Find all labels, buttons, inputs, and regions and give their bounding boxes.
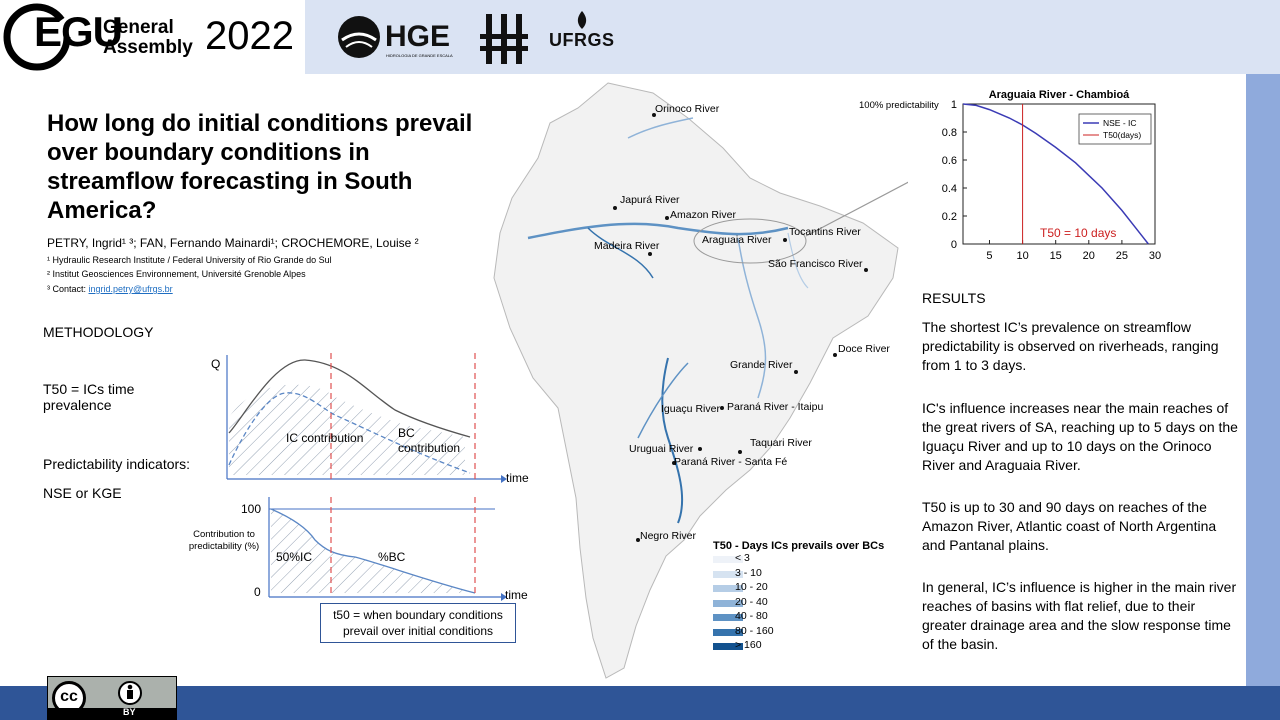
map-label-amazon: Amazon River: [670, 209, 736, 221]
authors: PETRY, Ingrid¹ ³; FAN, Fernando Mainardi¹; CROCHEMORE, Louise ²: [47, 236, 419, 250]
ufrgs-text: UFRGS: [549, 30, 615, 50]
legend-nse-label: NSE - IC: [1103, 118, 1137, 128]
legend-item: [713, 639, 913, 654]
map-label-sao-francisco: São Francisco River: [768, 258, 863, 270]
legend-item: [713, 625, 913, 640]
map-label-uruguai: Uruguai River: [629, 443, 694, 455]
y-0-label: 0: [254, 585, 261, 599]
affiliation-1: ¹ Hydraulic Research Institute / Federal University of Rio Grande do Sul: [47, 255, 332, 265]
by-bar: [48, 708, 176, 719]
t50-definition: T50 = ICs time prevalence: [43, 381, 135, 413]
map-label-parana-santa-fe: Paraná River - Santa Fé: [674, 456, 788, 468]
cc-by-badge[interactable]: [47, 676, 177, 720]
by-label: BY: [123, 707, 136, 717]
map-label-orinoco: Orinoco River: [655, 103, 720, 115]
contact-prefix: ³ Contact:: [47, 284, 89, 294]
predictability-heading: Predictability indicators:: [43, 456, 191, 472]
ufrgs-logo: [548, 10, 618, 54]
legend-t50-label: T50(days): [1103, 130, 1142, 140]
x-tick-label: 20: [1082, 250, 1095, 262]
predictability-annotation: 100% predictability: [859, 100, 939, 111]
x-tick-label: 25: [1115, 250, 1129, 262]
ic-contribution-label: IC contribution: [286, 431, 364, 445]
cc-icon: cc: [52, 681, 86, 715]
map-label-tocantins: Tocantins River: [789, 226, 861, 238]
legend-item: [713, 610, 913, 625]
bc-contribution-label: BC contribution: [398, 426, 461, 455]
map-label-grande: Grande River: [730, 359, 793, 371]
q-axis-label: Q: [211, 357, 221, 371]
legend-label: 3 - 10: [735, 566, 762, 579]
hge-logo: [336, 14, 461, 62]
legend-item: [713, 581, 913, 596]
egu-general: General: [103, 17, 174, 38]
iph-logo-icon: [478, 12, 530, 66]
map-label-taquari: Taquari River: [750, 437, 812, 449]
egu-assembly: Assembly: [103, 37, 193, 58]
contribution-axis-label: Contribution to predictability (%): [188, 529, 260, 552]
egu-logo: [0, 0, 305, 74]
hge-globe-icon: [336, 14, 382, 60]
t50-annotation: T50 = 10 days: [1040, 226, 1117, 240]
legend-label: 40 - 80: [735, 610, 768, 622]
contact-email-link[interactable]: ingrid.petry@ufrgs.br: [88, 284, 173, 294]
map-label-doce: Doce River: [838, 343, 890, 355]
results-heading: RESULTS: [922, 290, 986, 306]
y-tick-label: 0.6: [941, 155, 957, 167]
map-legend: [713, 540, 913, 660]
legend-label: 10 - 20: [735, 581, 768, 593]
footer-band: [0, 686, 1280, 720]
map-label-araguaia: Araguaia River: [702, 234, 772, 246]
map-label-iguacu: Iguaçu River: [661, 403, 720, 415]
egu-big-text: EGU: [34, 8, 123, 55]
x-tick-label: 5: [986, 250, 993, 262]
legend-label: 80 - 160: [735, 624, 774, 637]
legend-item: [713, 567, 913, 582]
ufrgs-flame-icon: [572, 10, 592, 30]
hge-subtext: HIDROLOGIA DE GRANDE ESCALA: [386, 53, 453, 58]
legend-item: [713, 552, 913, 567]
results-paragraph-2: IC's influence increases near the main reaches of the great rivers of SA, reaching up to 5 days on the Iguaçu River and up to 10 days on the Orinoco River and Araguaia River.: [922, 400, 1238, 473]
map-label-japura: Japurá River: [620, 194, 680, 206]
legend-item: [713, 596, 913, 611]
pct-bc-label: %BC: [378, 550, 406, 564]
contact: [47, 284, 173, 294]
map-label-parana-itaipu: Paraná River - Itaipu: [727, 401, 824, 413]
results-paragraph-3: T50 is up to 30 and 90 days on reaches of the Amazon River, Atlantic coast of North Argentina and Pantanal plains.: [922, 499, 1217, 553]
x-tick-label: 30: [1148, 250, 1162, 262]
t50-note-box: [320, 603, 516, 643]
affiliation-2: ² Institut Geosciences Environnement, Université Grenoble Alpes: [47, 269, 306, 279]
time-label-bottom: time: [505, 588, 528, 602]
y-tick-label: 1: [950, 99, 957, 111]
legend-label: > 160: [735, 639, 762, 651]
poster-title: How long do initial conditions prevail over boundary conditions in streamflow forecasting in South America?: [47, 110, 473, 224]
y-tick-label: 0.2: [941, 211, 957, 223]
results-paragraph-4: In general, IC’s influence is higher in the main river reaches of basins with flat relief, due to their greater drainage area and the slow response time of the basin.: [922, 579, 1237, 652]
methodology-heading: METHODOLOGY: [43, 324, 154, 340]
map-label-negro: Negro River: [640, 530, 697, 542]
egu-year: 2022: [205, 14, 294, 58]
araguaia-line-chart: [855, 84, 1170, 264]
x-tick-label: 10: [1016, 250, 1029, 262]
y-tick-label: 0.4: [941, 183, 957, 195]
attribution-icon: [108, 677, 178, 707]
time-label-top: time: [506, 471, 529, 485]
map-label-madeira: Madeira River: [594, 240, 660, 252]
right-accent-strip: [1246, 74, 1280, 686]
y-tick-label: 0.8: [941, 127, 957, 139]
legend-title: T50 - Days ICs prevails over BCs: [713, 540, 885, 552]
y-tick-label: 0: [950, 239, 957, 251]
pct-ic-label: 50%IC: [276, 550, 313, 564]
results-paragraph-1: The shortest IC’s prevalence on streamflow predictability is observed on riverheads, ranging from 1 to 3 days.: [922, 319, 1219, 373]
y-100-label: 100: [241, 502, 262, 516]
hge-text: HGE: [385, 20, 451, 53]
legend-label: < 3: [735, 552, 750, 564]
predictability-values: NSE or KGE: [43, 485, 122, 501]
chart-title: Araguaia River - Chambioá: [988, 89, 1130, 101]
x-tick-label: 15: [1049, 250, 1062, 262]
t50-note: t50 = when boundary conditions prevail over initial conditions: [333, 608, 503, 638]
legend-label: 20 - 40: [735, 595, 768, 608]
